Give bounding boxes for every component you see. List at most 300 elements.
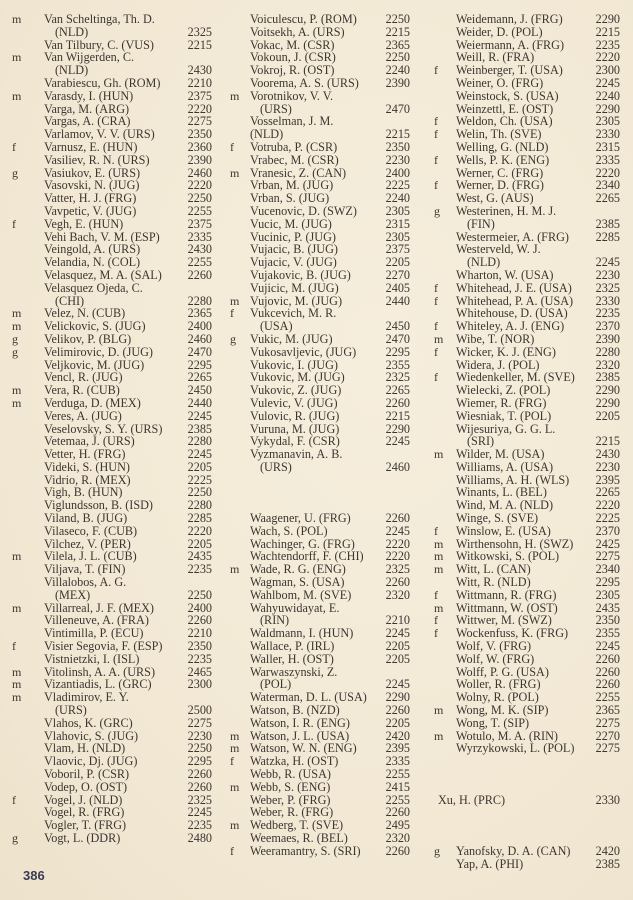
elo-rating: 2390 [595,331,620,346]
player-name: Wolff, P. G. (USA) [456,664,549,679]
federation-code: (NLD) [55,63,89,78]
player-name: Waterman, D. L. (USA) [250,690,367,705]
player-name: Wachtendorff, F. (CHI) [250,549,364,564]
title-code: g [12,331,18,346]
player-entry [230,704,410,717]
title-code: m [434,447,444,462]
player-entry [434,320,620,333]
title-code: g [230,331,236,346]
player-name: Varlamov, V. V. (URS) [44,127,155,142]
federation-code: (URS) [260,459,292,474]
elo-rating: 2390 [385,75,410,90]
elo-rating: 2480 [187,831,212,845]
player-entry [12,525,212,538]
player-name: Webb, R. (USA) [250,767,331,782]
player-entry [12,90,212,103]
player-entry [434,397,620,410]
player-name: Wong, T. (SIP) [456,715,530,730]
player-name: Voiculescu, P. (ROM) [250,12,357,26]
elo-rating: 2325 [187,24,212,39]
player-name: Wolny, R. (POL) [456,690,539,705]
player-entry [12,653,212,666]
player-entry [230,205,410,218]
player-name: Wagman, S. (USA) [250,575,345,590]
player-entry [230,781,410,794]
player-name: Xu, H. (PRC) [438,792,506,807]
player-entry [12,397,212,410]
elo-rating: 2450 [187,383,212,398]
player-name: Vargas, A. (CRA) [44,114,131,129]
player-name: Vasovski, N. (JUG) [44,178,140,193]
elo-rating: 2500 [187,703,212,718]
player-entry [434,794,620,807]
player-name: Vucenovic, D. (SWZ) [250,203,357,218]
player-name: Wirthensohn, H. (SWZ) [456,536,574,551]
player-entry [12,13,212,26]
player-name: Varnusz, E. (HUN) [44,139,138,154]
player-entry [434,77,620,90]
elo-rating: 2260 [187,613,212,628]
player-name: Weeramantry, S. (SRI) [250,843,361,858]
elo-rating: 2375 [385,242,410,257]
elo-rating: 2315 [385,216,410,231]
entry-continuation-line [230,461,410,474]
elo-rating: 2330 [595,127,620,142]
player-name: Whitehead, J. E. (USA) [456,280,572,295]
elo-rating: 2235 [187,562,212,577]
player-name: Waller, H. (OST) [250,651,334,666]
title-code: m [230,88,240,103]
player-name: Van Scheltinga, Th. D. [44,12,155,26]
title-code: g [12,165,18,180]
player-name: Vera, R. (CUB) [44,383,120,398]
player-name: Vokroj, R. (OST) [250,63,335,78]
player-entry [12,717,212,730]
elo-rating: 2265 [187,370,212,385]
player-name: Wicker, K. J. (ENG) [456,344,556,359]
elo-rating: 2255 [385,767,410,782]
elo-rating: 2400 [187,319,212,334]
player-name: Witt, R. (NLD) [456,575,531,590]
player-name: Varabiescu, Gh. (ROM) [44,75,161,90]
player-name: Vlahovic, S. (JUG) [44,728,139,743]
elo-rating: 2240 [385,191,410,206]
player-name: Vistnietzki, I. (ISL) [44,651,140,666]
player-name: Viland, B. (JUG) [44,511,128,526]
elo-rating: 2235 [187,651,212,666]
elo-rating: 2245 [595,75,620,90]
player-entry [12,832,212,845]
title-code: g [12,344,18,359]
elo-rating: 2280 [187,293,212,308]
elo-rating: 2420 [385,728,410,743]
player-name: Wittmann, W. (OST) [456,600,558,615]
player-name: Vilaseco, F. (CUB) [44,523,138,538]
player-entry [434,525,620,538]
elo-rating: 2260 [595,677,620,692]
title-code: m [434,331,444,346]
player-name: Votruba, P. (CSR) [250,139,338,154]
player-name: West, G. (AUS) [456,191,534,206]
elo-rating: 2235 [187,818,212,833]
player-name: Winge, S. (SVE) [456,511,539,526]
player-entry [230,845,410,858]
elo-rating: 2395 [595,472,620,487]
player-name: Villarreal, J. F. (MEX) [44,600,154,615]
player-entry [434,589,620,602]
player-name: Visier Segovia, F. (ESP) [44,639,163,654]
elo-rating: 2240 [595,88,620,103]
player-name: Vigh, B. (HUN) [44,485,123,500]
player-name: Wiemer, R. (FRG) [456,395,547,410]
title-code: f [434,626,438,641]
elo-rating: 2335 [385,754,410,769]
elo-rating: 2235 [595,37,620,52]
elo-rating: 2245 [595,255,620,270]
elo-rating: 2205 [187,536,212,551]
player-name: Welling, G. (NLD) [456,139,549,154]
player-name: Verduga, D. (MEX) [44,395,141,410]
section-spacer [434,755,620,768]
player-name: Wolf, V. (FRG) [456,639,532,654]
title-code: m [434,549,444,564]
elo-rating: 2245 [187,408,212,423]
title-code: f [12,639,16,654]
player-name: Wyrzykowski, L. (POL) [456,741,575,756]
player-entry [12,269,212,282]
player-entry [230,448,410,461]
elo-rating: 2320 [595,357,620,372]
player-name: Vujacic, V. (JUG) [250,255,337,270]
player-entry [12,154,212,167]
player-entry [12,410,212,423]
elo-rating: 2460 [187,331,212,346]
title-code: f [434,293,438,308]
player-name: Vegh, E. (HUN) [44,216,124,231]
title-code: m [434,562,444,577]
player-name: Westerveld, W. J. [456,242,541,257]
elo-rating: 2460 [187,165,212,180]
elo-rating: 2265 [595,191,620,206]
elo-rating: 2260 [385,805,410,820]
player-name: Watson, I. R. (ENG) [250,715,350,730]
elo-rating: 2365 [385,37,410,52]
elo-rating: 2220 [595,165,620,180]
elo-rating: 2220 [595,498,620,513]
federation-code: (USA) [260,319,293,334]
player-entry [230,282,410,295]
player-name: Wielecki, Z. (POL) [456,383,551,398]
elo-rating: 2340 [595,178,620,193]
elo-rating: 2215 [595,434,620,449]
elo-rating: 2495 [385,818,410,833]
player-name: Vatter, H. J. (FRG) [44,191,137,206]
title-code: m [12,50,22,65]
player-name: Welin, Th. (SVE) [456,127,542,142]
elo-rating: 2355 [385,357,410,372]
title-code: g [434,203,440,218]
player-entry [230,768,410,781]
elo-rating: 2225 [595,511,620,526]
title-code: m [230,562,240,577]
elo-rating: 2220 [385,536,410,551]
elo-rating: 2470 [187,344,212,359]
player-name: Wahyuwidayat, E. [250,600,340,615]
elo-rating: 2275 [187,715,212,730]
player-name: Wallace, P. (IRL) [250,639,335,654]
player-entry [12,781,212,794]
player-name: Whiteley, A. J. (ENG) [456,319,565,334]
player-entry [434,423,620,436]
title-code: f [434,587,438,602]
elo-rating: 2255 [595,690,620,705]
player-name: Voitsekh, A. (URS) [250,24,345,39]
player-entry [230,410,410,423]
elo-rating: 2250 [187,485,212,500]
player-entry [434,461,620,474]
federation-code: (POL) [260,677,292,692]
player-entry [230,346,410,359]
player-name: Watzka, H. (OST) [250,754,339,769]
title-code: f [12,792,16,807]
elo-rating: 2400 [385,165,410,180]
elo-rating: 2300 [595,63,620,78]
title-code: f [434,152,438,167]
elo-rating: 2440 [187,395,212,410]
player-name: Vasiukov, E. (URS) [44,165,141,180]
player-entry [230,653,410,666]
player-entry [12,320,212,333]
player-entry [434,205,620,218]
player-name: Vujacic, B. (JUG) [250,242,338,257]
player-entry [230,717,410,730]
player-entry [230,218,410,231]
player-name: Webb, S. (ENG) [250,779,331,794]
elo-rating: 2245 [385,677,410,692]
player-name: Vizantiadis, L. (GRC) [44,677,152,692]
player-entry [434,384,620,397]
player-entry [434,13,620,26]
player-name: Wittwer, M. (SWZ) [456,613,552,628]
title-code: f [230,306,234,321]
player-entry [12,333,212,346]
player-name: Vogel, R. (FRG) [44,805,125,820]
player-entry [12,218,212,231]
elo-rating: 2295 [385,344,410,359]
player-entry [434,742,620,755]
elo-rating: 2335 [595,152,620,167]
player-name: Weiner, O. (FRG) [456,75,544,90]
title-code: g [434,843,440,858]
elo-rating: 2340 [595,562,620,577]
player-name: Williams, A. (USA) [456,459,554,474]
player-name: Videki, S. (HUN) [44,459,130,474]
elo-rating: 2245 [385,434,410,449]
player-name: Widera, J. (POL) [456,357,540,372]
entry-continuation-line [12,704,212,717]
player-entry [12,77,212,90]
elo-rating: 2220 [187,101,212,116]
player-name: Voorema, A. S. (URS) [250,75,359,90]
player-name: Watson, J. L. (USA) [250,728,350,743]
elo-rating: 2350 [187,127,212,142]
section-spacer [434,781,620,794]
elo-rating: 2205 [187,459,212,474]
section-spacer [434,832,620,845]
elo-rating: 2405 [385,280,410,295]
section-spacer [434,806,620,819]
player-entry [12,141,212,154]
player-name: Vucinic, P. (JUG) [250,229,336,244]
player-entry [230,77,410,90]
elo-rating: 2295 [187,754,212,769]
elo-rating: 2260 [187,779,212,794]
elo-rating: 2430 [187,63,212,78]
player-name: Wockenfuss, K. (FRG) [456,626,569,641]
player-name: Vranesic, Z. (CAN) [250,165,347,180]
elo-rating: 2250 [187,587,212,602]
elo-rating: 2215 [385,408,410,423]
player-name: Weiermann, A. (FRG) [456,37,565,52]
player-name: Yap, A. (PHI) [456,856,524,871]
player-name: Wahlbom, M. (SVE) [250,587,352,602]
elo-rating: 2470 [385,101,410,116]
section-spacer [434,819,620,832]
elo-rating: 2385 [187,421,212,436]
elo-rating: 2225 [187,472,212,487]
player-name: Weemaes, R. (BEL) [250,831,348,845]
player-name: Veingold, A. (URS) [44,242,141,257]
title-code: f [230,139,234,154]
title-code: m [230,741,240,756]
player-name: Williams, A. H. (WLS) [456,472,570,487]
player-name: Van Tilbury, C. (VUS) [44,37,154,52]
title-code: m [434,703,444,718]
player-name: Weber, R. (FRG) [250,805,334,820]
player-name: Warwaszynski, Z. [250,664,338,679]
elo-rating: 2325 [385,370,410,385]
elo-rating: 2325 [595,280,620,295]
elo-rating: 2305 [595,114,620,129]
player-name: Wiedenkeller, M. (SVE) [456,370,575,385]
entry-continuation-line [434,218,620,231]
title-code: f [434,280,438,295]
player-entry [12,282,212,295]
player-name: Wibe, T. (NOR) [456,331,535,346]
elo-rating: 2425 [595,536,620,551]
federation-code: (NLD) [467,255,501,270]
player-name: Vasiliev, R. N. (URS) [44,152,150,167]
player-name: Witt, L. (CAN) [456,562,531,577]
elo-rating: 2365 [595,703,620,718]
federation-code: (MEX) [55,587,91,602]
elo-rating: 2210 [187,75,212,90]
elo-rating: 2260 [385,703,410,718]
elo-rating: 2215 [187,37,212,52]
player-name: Wolf, W. (FRG) [456,651,535,666]
player-name: Vosselman, J. M. [250,114,334,129]
player-name: Vucic, M. (JUG) [250,216,332,231]
player-name: Vladimirov, E. Y. [44,690,129,705]
player-name: Velimirovic, D. (JUG) [44,344,153,359]
player-entry [434,410,620,423]
player-name: Weldon, Ch. (USA) [456,114,553,129]
elo-rating: 2245 [385,626,410,641]
title-code: f [434,613,438,628]
section-spacer [434,768,620,781]
title-code: m [12,395,22,410]
elo-rating: 2400 [187,600,212,615]
title-code: m [230,165,240,180]
player-entry [434,640,620,653]
player-entry [230,90,410,103]
title-code: m [12,319,22,334]
player-entry [434,90,620,103]
player-name: Wilder, M. (USA) [456,447,545,462]
elo-rating: 2245 [385,523,410,538]
elo-rating: 2325 [385,562,410,577]
elo-rating: 2320 [385,587,410,602]
elo-rating: 2350 [187,639,212,654]
title-code: f [434,344,438,359]
elo-rating: 2325 [187,792,212,807]
elo-rating: 2370 [595,523,620,538]
player-entry [230,512,410,525]
player-name: Vukic, M. (JUG) [250,331,333,346]
player-entry [434,704,620,717]
player-name: Vukovic, Z. (JUG) [250,383,342,398]
elo-rating: 2265 [385,383,410,398]
title-code: f [434,319,438,334]
title-code: m [12,664,22,679]
page-number: 386 [23,868,45,883]
player-name: Veres, A. (JUG) [44,408,122,423]
elo-rating: 2250 [385,12,410,26]
player-entry [230,269,410,282]
player-name: Veljkovic, M. (JUG) [44,357,145,372]
elo-rating: 2290 [385,690,410,705]
player-entry [12,205,212,218]
player-name: Villalobos, A. G. [44,575,127,590]
title-code: f [434,127,438,142]
title-code: m [12,549,22,564]
player-name: Vitolinsh, A. A. (URS) [44,664,156,679]
player-entry [230,26,410,39]
player-name: Westerinen, H. M. J. [456,203,557,218]
player-name: Vehi Bach, V. M. (ESP) [44,229,160,244]
player-name: Wiesniak, T. (POL) [456,408,552,423]
elo-rating: 2220 [187,178,212,193]
elo-rating: 2330 [595,792,620,807]
player-name: Witkowski, S. (POL) [456,549,560,564]
elo-rating: 2360 [187,139,212,154]
player-name: Vetter, H. (FRG) [44,447,126,462]
elo-rating: 2285 [595,229,620,244]
player-entry [230,640,410,653]
elo-rating: 2295 [595,575,620,590]
elo-rating: 2335 [187,229,212,244]
player-name: Vuruna, M. (JUG) [250,421,340,436]
title-code: m [230,818,240,833]
player-entry [434,26,620,39]
elo-rating: 2205 [385,715,410,730]
entry-continuation-line [12,589,212,602]
elo-rating: 2465 [187,664,212,679]
elo-rating: 2460 [385,459,410,474]
player-entry [434,282,620,295]
elo-rating: 2420 [595,843,620,858]
federation-code: (URS) [260,101,292,116]
